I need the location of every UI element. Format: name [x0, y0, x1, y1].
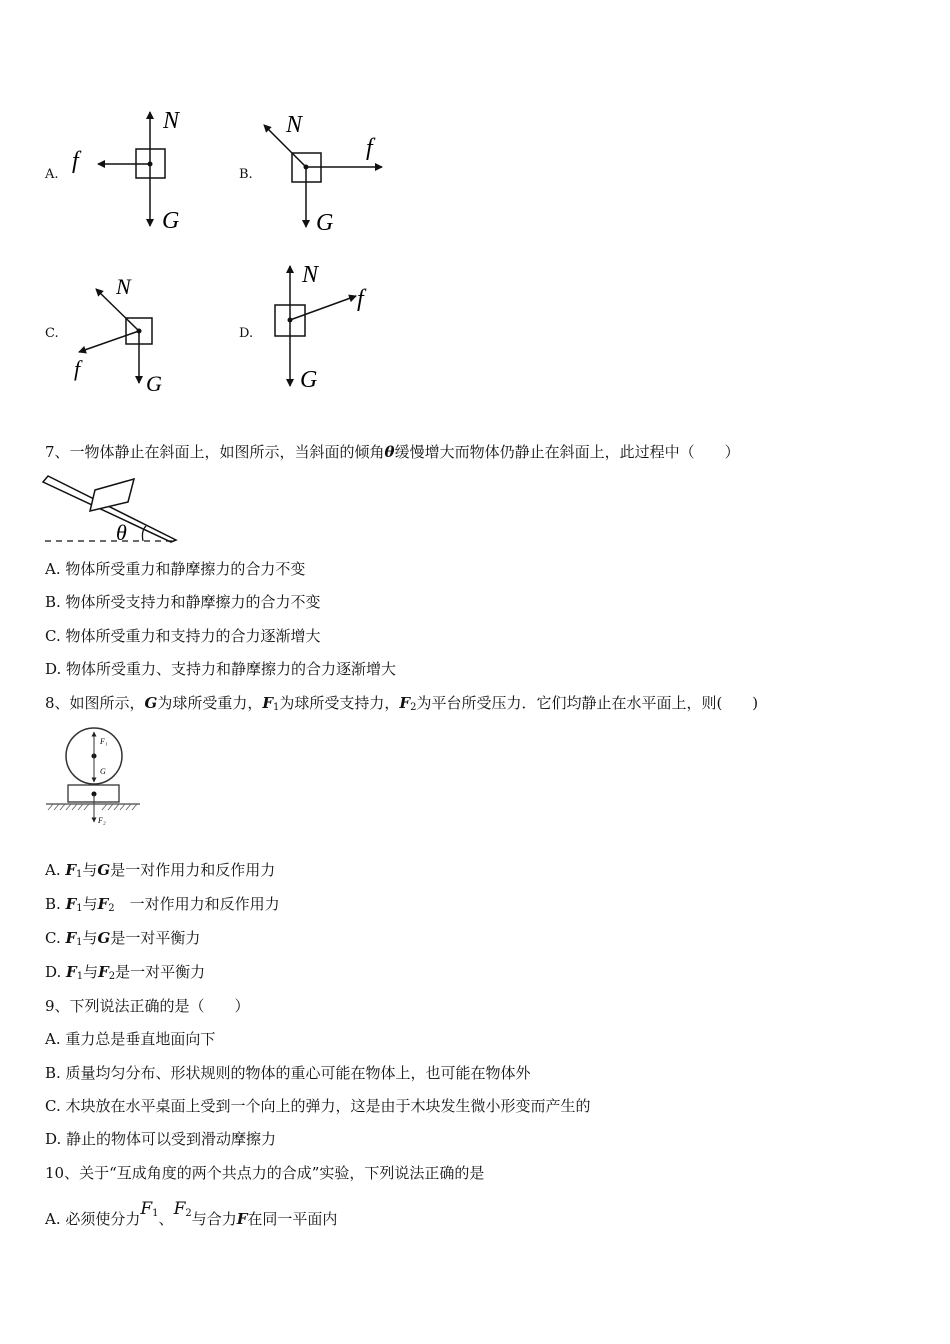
q8-stem-part3: 为球所受支持力，: [279, 694, 400, 712]
q8-f1-subscript: 1: [273, 702, 280, 713]
q8-option-b: [45, 894, 280, 919]
q8-b-f1: F: [65, 895, 77, 913]
q7-option-b: B. 物体所受支持力和静摩擦力的合力不变: [45, 593, 321, 611]
q7-option-c: C. 物体所受重力和支持力的合力逐渐增大: [45, 627, 321, 645]
q9-option-d: D. 静止的物体可以受到滑动摩擦力: [45, 1130, 277, 1148]
label-g-b: G: [316, 210, 334, 236]
fig-label-g: G: [100, 767, 106, 776]
fig-label-f2: F₂: [98, 816, 106, 825]
label-g-d: G: [300, 367, 318, 393]
incline-figure: [40, 468, 190, 546]
label-f-b: f: [366, 135, 373, 161]
label-n-a: N: [163, 108, 180, 134]
q7-theta: θ: [384, 443, 395, 461]
q8-c-sym2: G: [97, 929, 111, 947]
q8-d-prefix: D.: [45, 963, 67, 981]
q10-a-part1: A. 必须使分力: [45, 1210, 141, 1228]
option-a-label: A.: [45, 167, 59, 182]
incline-theta: θ: [116, 520, 127, 545]
q8-a-sym2: G: [97, 861, 111, 879]
option-c-label: C.: [45, 326, 59, 341]
label-n-c: N: [116, 274, 131, 299]
label-n-b: N: [286, 112, 303, 138]
diagram-c: [74, 274, 162, 396]
q10-a-f2-sub: 2: [185, 1208, 192, 1219]
q8-b-mid: 与: [82, 895, 98, 913]
q8-f2-symbol: F: [399, 694, 411, 712]
fig-label-f1: F₁: [100, 737, 108, 746]
q9-option-c: C. 木块放在水平桌面上受到一个向上的弹力，这是由于木块发生微小形变而产生的: [45, 1097, 591, 1115]
q8-d-f1-sub: 1: [76, 971, 84, 982]
q10-a-f2: F: [173, 1199, 186, 1219]
diagram-b: [264, 112, 382, 236]
q8-c-prefix: C.: [45, 929, 66, 947]
q7-option-d: D. 物体所受重力、支持力和静摩擦力的合力逐渐增大: [45, 660, 397, 678]
q10-a-f1: F: [140, 1199, 153, 1219]
q8-d-mid: 与: [83, 963, 99, 981]
force-diagrams: [0, 0, 420, 410]
q8-f2-subscript: 2: [410, 702, 417, 713]
q10-a-f1-sub: 1: [152, 1208, 159, 1219]
q8-c-f1: F: [65, 929, 77, 947]
q8-d-f1: F: [66, 963, 77, 981]
q7-option-a: A. 物体所受重力和静摩擦力的合力不变: [45, 560, 306, 578]
q10-a-sep: 、: [158, 1210, 174, 1228]
option-b-label: B.: [239, 167, 253, 182]
ball-platform-figure: [40, 724, 150, 830]
q8-c-f1-sub: 1: [76, 937, 83, 948]
q8-stem-part2: 为球所受重力，: [157, 694, 263, 712]
q10-stem: 10、关于“互成角度的两个共点力的合成”实验，下列说法正确的是: [45, 1164, 485, 1182]
q8-stem-part1: 8、如图所示，: [45, 694, 145, 712]
diagram-a: [72, 108, 181, 234]
q7-stem-part1: 7、一物体静止在斜面上，如图所示，当斜面的倾角: [45, 443, 385, 461]
q8-stem-part4: 为平台所受压力．它们均静止在水平面上，则( ): [416, 694, 759, 712]
q10-a-part2: 与合力: [191, 1210, 237, 1228]
q8-option-d: [45, 962, 205, 987]
q8-option-c: [45, 928, 200, 953]
q8-d-tail: 是一对平衡力: [115, 963, 206, 981]
q8-d-sym2: F: [98, 963, 109, 981]
q8-b-sym2: F: [97, 895, 109, 913]
q8-d-sym2-sub: 2: [108, 971, 116, 982]
q9-option-b: B. 质量均匀分布、形状规则的物体的重心可能在物体上，也可能在物体外: [45, 1064, 531, 1082]
label-g-c: G: [146, 371, 162, 396]
q10-a-f: F: [236, 1210, 248, 1228]
q10-option-a: [45, 1199, 338, 1234]
q8-stem: [45, 693, 758, 718]
label-f-a: f: [72, 148, 79, 174]
q8-a-f1-sub: 1: [76, 869, 83, 880]
q8-a-f1: F: [65, 861, 77, 879]
q9-option-a: A. 重力总是垂直地面向下: [45, 1030, 216, 1048]
option-d-label: D.: [239, 326, 254, 341]
q7-stem-part2: 缓慢增大而物体仍静止在斜面上，此过程中（ ）: [394, 443, 740, 461]
q8-a-prefix: A.: [45, 861, 66, 879]
q8-b-f1-sub: 1: [76, 903, 83, 914]
q8-f1-symbol: F: [262, 694, 274, 712]
q9-stem: 9、下列说法正确的是（ ）: [45, 997, 250, 1015]
q8-b-sym2-sub: 2: [108, 903, 115, 914]
q7-stem: [45, 442, 740, 462]
q10-a-part3: 在同一平面内: [247, 1210, 338, 1228]
label-f-d: f: [357, 286, 364, 312]
q8-b-prefix: B.: [45, 895, 66, 913]
q8-b-tail: 一对作用力和反作用力: [114, 895, 280, 913]
q8-option-a: [45, 860, 275, 885]
q8-a-mid: 与: [82, 861, 98, 879]
label-g-a: G: [162, 208, 180, 234]
q8-c-mid: 与: [82, 929, 98, 947]
q8-a-tail: 是一对作用力和反作用力: [110, 861, 276, 879]
q8-c-tail: 是一对平衡力: [110, 929, 201, 947]
label-f-c: f: [74, 356, 81, 381]
label-n-d: N: [302, 262, 319, 288]
q8-g-symbol: G: [144, 694, 158, 712]
diagram-d: [275, 262, 367, 393]
